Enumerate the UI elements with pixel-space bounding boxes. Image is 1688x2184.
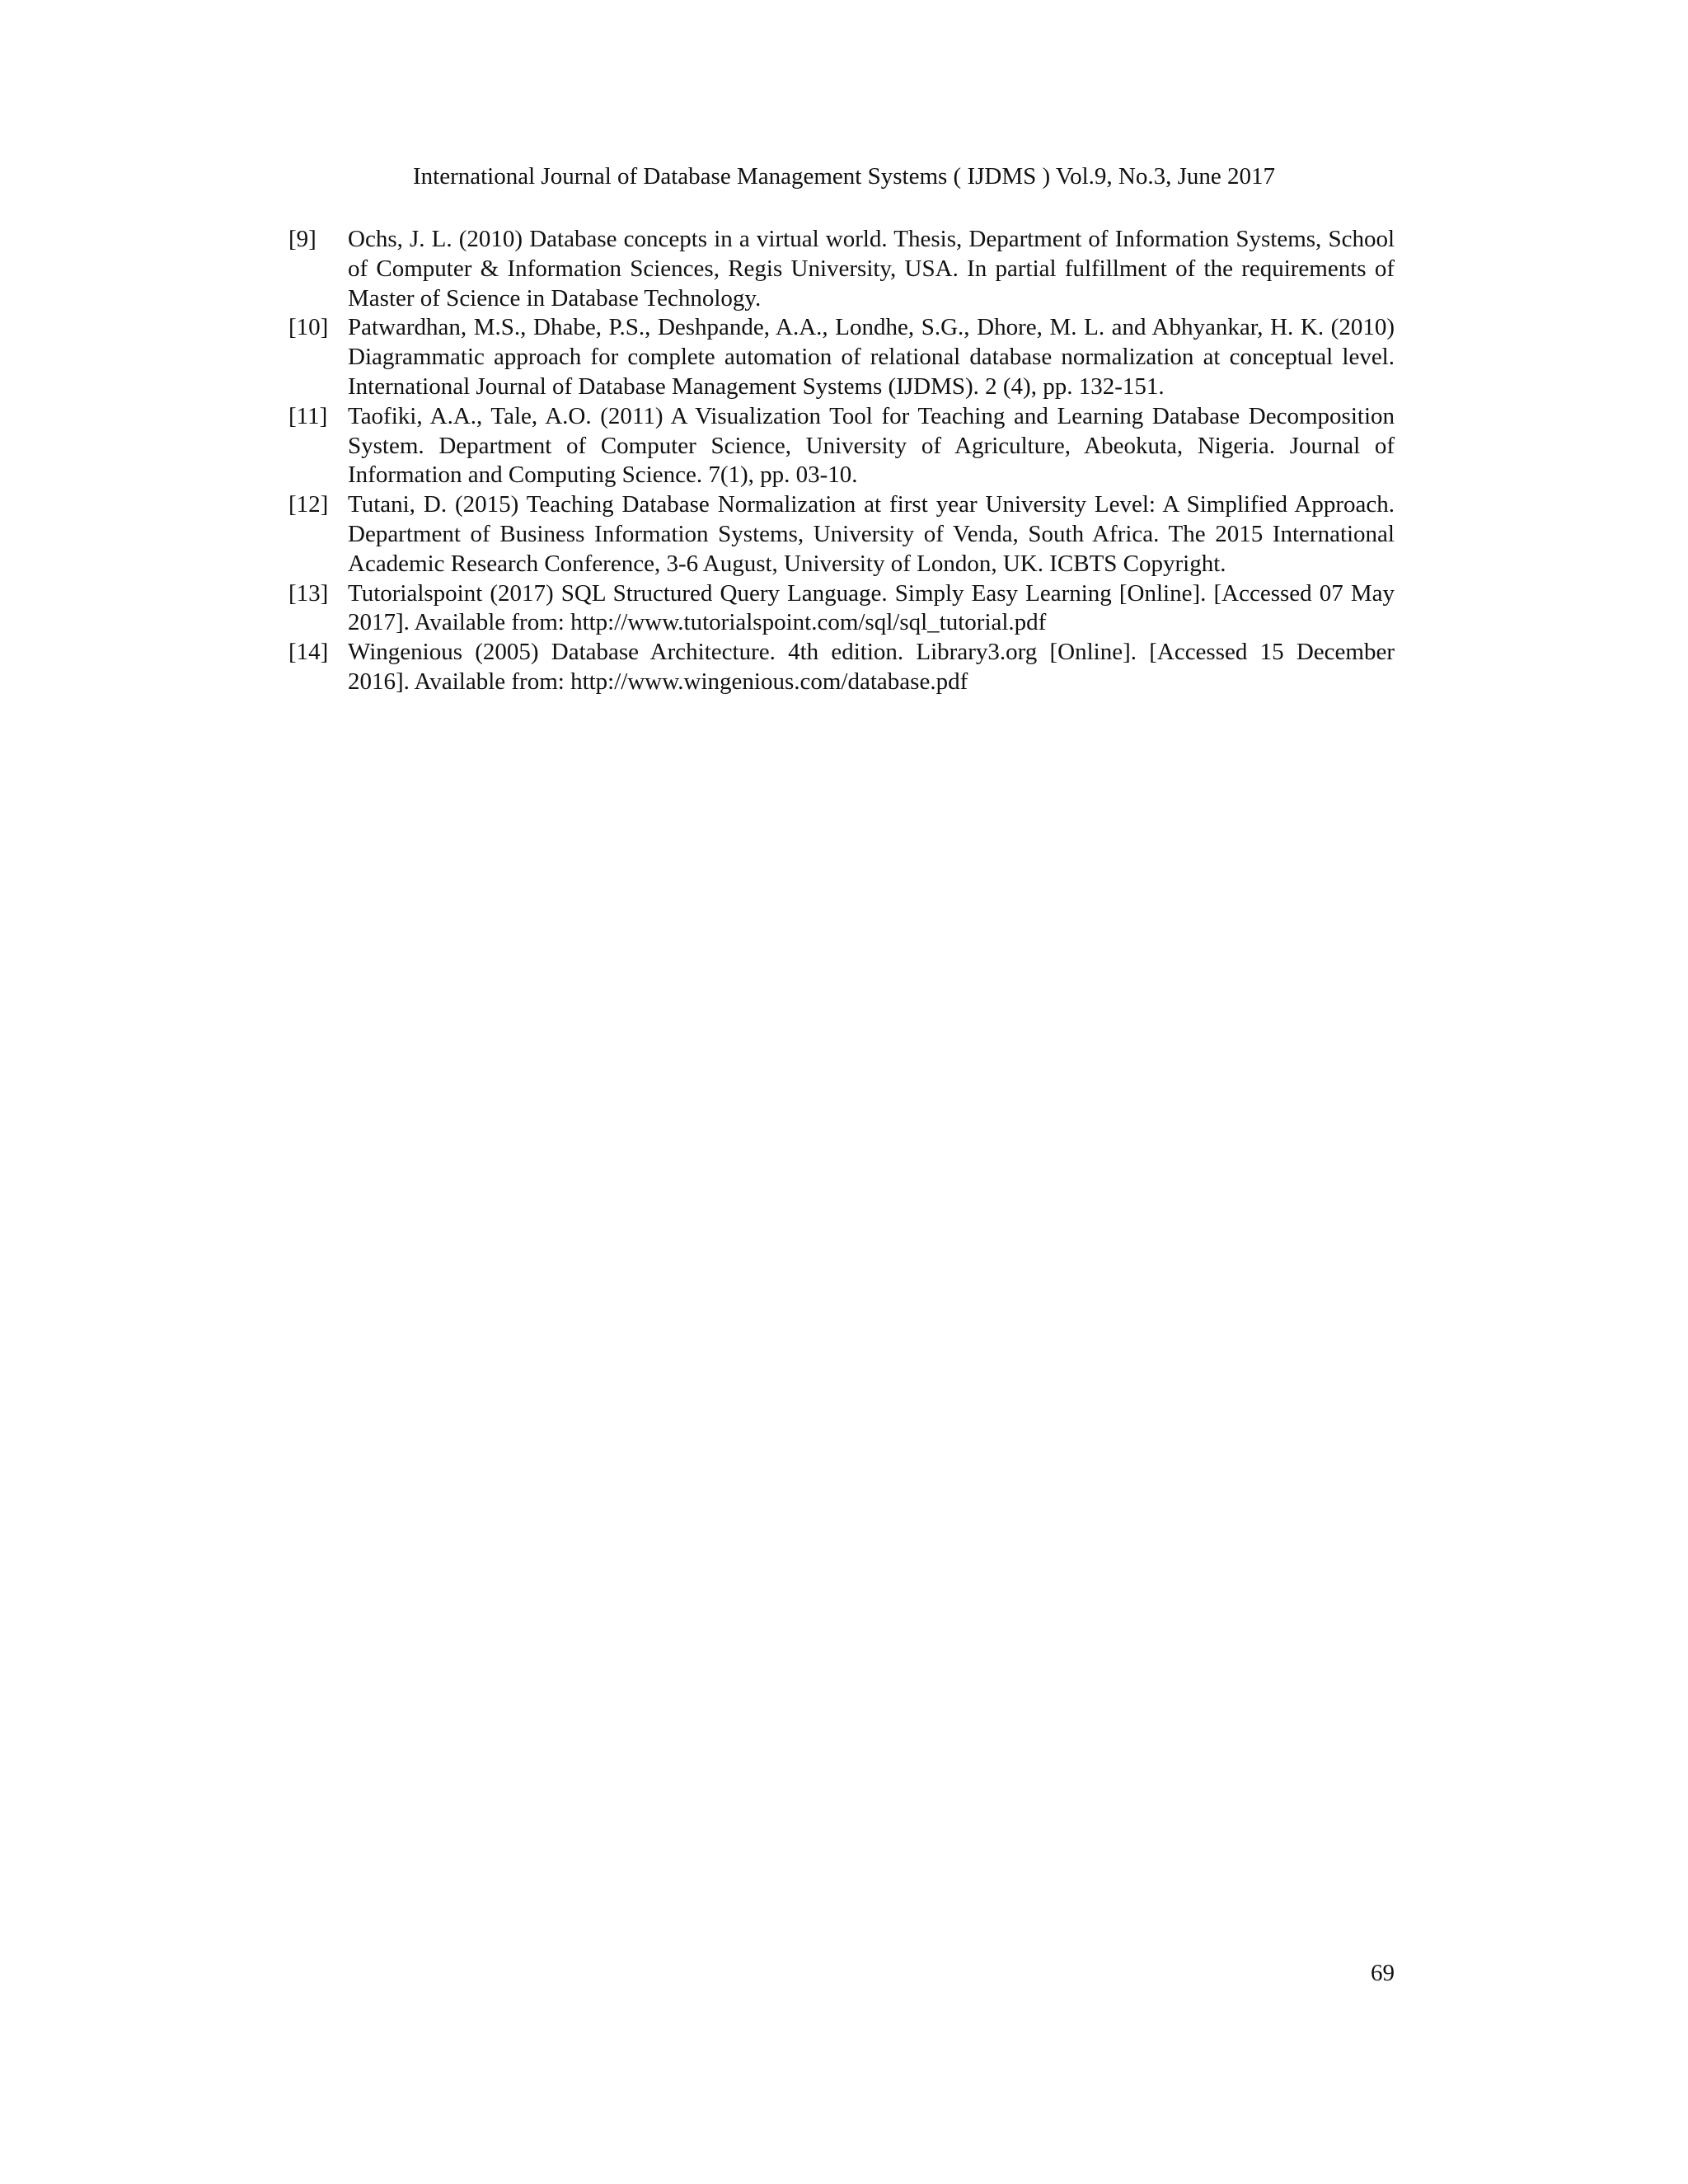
reference-text: Taofiki, A.A., Tale, A.O. (2011) A Visualization Tool for Teaching and Learning Database Decomposition System. Department of Computer Science, University of Agriculture, Abeokuta, Nigeria. Journal of Information and Computing Science. 7(1), pp. 03-10. [348, 402, 1395, 489]
page-number: 69 [1371, 1960, 1395, 1986]
reference-label: [9] [288, 226, 316, 252]
reference-item-11 [288, 402, 1395, 490]
reference-label: [10] [288, 314, 329, 341]
reference-item-14 [288, 638, 1395, 697]
running-header: International Journal of Database Management Systems ( IJDMS ) Vol.9, No.3, June 2017 [413, 163, 1275, 190]
reference-text: Tutorialspoint (2017) SQL Structured Query Language. Simply Easy Learning [Online]. [Accessed 07 May 2017]. Available from: http://www.tutorialspoint.com/sql/sql_tutorial.pdf [348, 579, 1395, 636]
reference-item-9 [288, 225, 1395, 313]
reference-item-10 [288, 313, 1395, 401]
reference-list [288, 225, 1395, 697]
reference-text: Ochs, J. L. (2010) Database concepts in a virtual world. Thesis, Department of Information Systems, School of Computer & Information Sciences, Regis University, USA. In partial fulfillment of the requirements of Master of Science in Database Technology. [348, 226, 1395, 312]
reference-label: [13] [288, 579, 329, 607]
reference-label: [14] [288, 639, 329, 666]
reference-text: Patwardhan, M.S., Dhabe, P.S., Deshpande, A.A., Londhe, S.G., Dhore, M. L. and Abhyankar, H. K. (2010) Diagrammatic approach for complete automation of relational database normalization at conceptual level. International Journal of Database Management Systems (IJDMS). 2 (4), pp. 132-151. [348, 314, 1395, 400]
reference-label: [11] [288, 402, 328, 429]
reference-label: [12] [288, 491, 329, 518]
reference-item-12 [288, 490, 1395, 579]
reference-text: Tutani, D. (2015) Teaching Database Normalization at first year University Level: A Simplified Approach. Department of Business Information Systems, University of Venda, South Africa. The 2015 International Academic Research Conference, 3-6 August, University of London, UK. ICBTS Copyright. [348, 491, 1395, 577]
reference-text: Wingenious (2005) Database Architecture. 4th edition. Library3.org [Online]. [Accessed 15 December 2016]. Available from: http://www.wingenious.com/database.pdf [348, 639, 1395, 695]
reference-item-13 [288, 579, 1395, 639]
